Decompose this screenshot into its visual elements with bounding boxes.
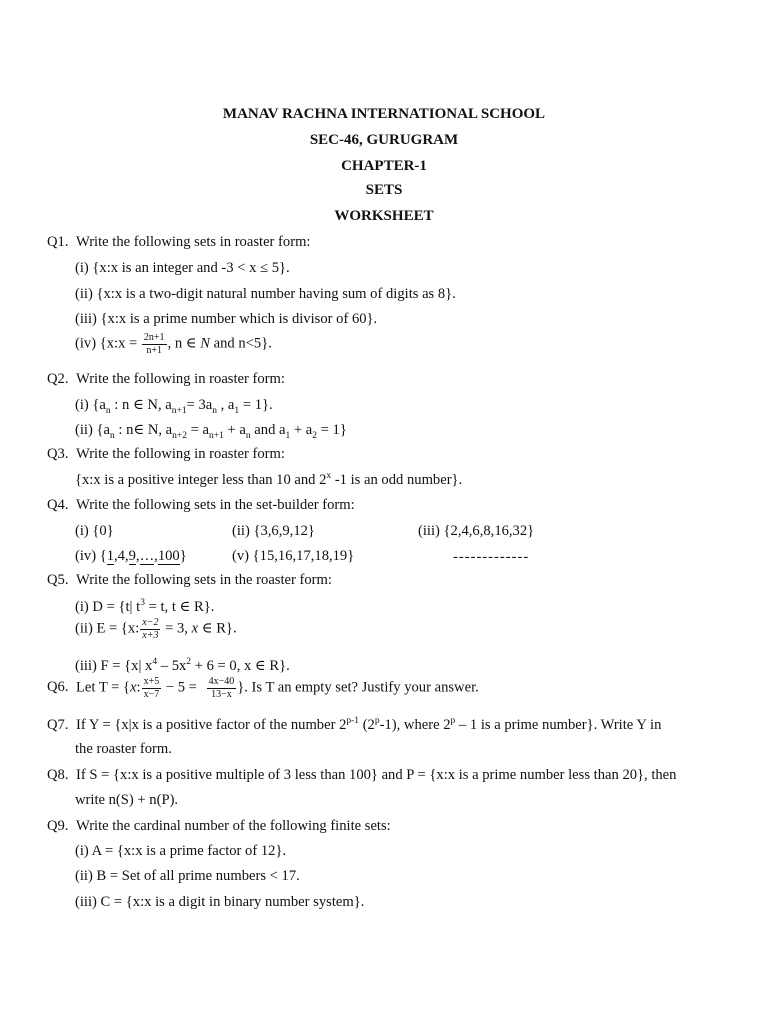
superscript: x bbox=[326, 471, 332, 481]
question-5 bbox=[47, 572, 332, 589]
underlined-term: 100 bbox=[157, 548, 180, 564]
text-run: − 5 = bbox=[165, 679, 197, 696]
text-run: (i) D = {t| t bbox=[75, 599, 141, 615]
question-number: Q3. bbox=[47, 446, 69, 462]
question-number: Q1. bbox=[47, 234, 69, 250]
superscript: 3 bbox=[140, 598, 145, 609]
question-2 bbox=[47, 371, 285, 388]
question-number: Q7. bbox=[47, 716, 69, 733]
underlined-term: 9 bbox=[128, 548, 136, 564]
q1-part-i: (i) {x:x is an integer and -3 < x ≤ 5}. bbox=[75, 260, 290, 276]
text-run: = 1} bbox=[317, 422, 347, 438]
fraction-denominator: n+1 bbox=[146, 344, 163, 356]
text-run: : bbox=[136, 679, 141, 696]
superscript: p bbox=[374, 716, 380, 726]
text-run: {x:x is a positive integer less than 10 and 2 bbox=[75, 471, 327, 488]
q3-body bbox=[75, 471, 462, 489]
superscript: p bbox=[450, 716, 456, 726]
text-run: = 3, bbox=[165, 620, 188, 637]
text-run: , bbox=[135, 548, 140, 564]
text-run: + 6 = 0, x ∈ R}. bbox=[191, 658, 290, 674]
q2-part-ii bbox=[75, 421, 347, 441]
q4-part-ii: (ii) {3,6,9,12} bbox=[232, 523, 315, 539]
text-run: } bbox=[179, 548, 187, 564]
q1-iv-natural-set: N bbox=[200, 335, 210, 352]
question-text: Write the following in roaster form: bbox=[76, 371, 285, 387]
chapter-title: CHAPTER-1 bbox=[341, 158, 427, 174]
q5-ii-fraction bbox=[140, 617, 160, 641]
question-7 bbox=[47, 716, 661, 734]
text-run: = a bbox=[187, 422, 210, 438]
q4-part-iii: (iii) {2,4,6,8,16,32} bbox=[418, 523, 535, 539]
fraction-numerator: 2n+1 bbox=[143, 332, 165, 343]
text-run: (ii) {a bbox=[75, 422, 110, 438]
subscript: n+1 bbox=[209, 430, 224, 441]
question-text: Write the following sets in the set-builder form: bbox=[76, 497, 355, 513]
text-run: + a bbox=[290, 422, 313, 438]
text-run: – 1 is a prime number}. Write Y in bbox=[455, 716, 662, 733]
q5-part-i bbox=[75, 598, 214, 616]
q6-fraction-left bbox=[142, 676, 162, 700]
question-text: Write the following sets in roaster form: bbox=[76, 234, 311, 250]
text-run: ,4, bbox=[114, 548, 129, 564]
question-4 bbox=[47, 497, 355, 514]
q4-part-iv bbox=[75, 548, 187, 565]
underlined-term: 1 bbox=[106, 548, 115, 564]
worksheet-title: WORKSHEET bbox=[334, 208, 434, 224]
fraction-denominator: x−7 bbox=[143, 688, 160, 700]
variable: x bbox=[191, 620, 199, 637]
question-1 bbox=[47, 234, 310, 251]
fraction-numerator: x+5 bbox=[143, 676, 160, 687]
q5-part-iii bbox=[75, 657, 290, 675]
q5-part-ii bbox=[75, 617, 237, 641]
question-text: Write the following in roaster form: bbox=[76, 446, 285, 462]
superscript: 4 bbox=[152, 657, 158, 668]
text-run: (ii) E = {x: bbox=[75, 620, 140, 637]
text-run: }. Is T an empty set? Justify your answer. bbox=[237, 679, 479, 696]
text-run: -1 is an odd number}. bbox=[331, 471, 463, 488]
question-number: Q4. bbox=[47, 497, 69, 513]
subscript: n bbox=[212, 405, 217, 416]
question-number: Q6. bbox=[47, 679, 69, 696]
q9-part-iii: (iii) C = {x:x is a digit in binary number system}. bbox=[75, 894, 365, 910]
subscript: n bbox=[105, 405, 111, 416]
q1-part-iii: (iii) {x:x is a prime number which is divisor of 60}. bbox=[75, 311, 378, 327]
question-8 bbox=[47, 767, 676, 784]
topic-title: SETS bbox=[365, 182, 403, 198]
school-name: MANAV RACHNA INTERNATIONAL SCHOOL bbox=[222, 106, 546, 122]
question-number: Q5. bbox=[47, 572, 69, 588]
q1-part-iv bbox=[75, 332, 272, 356]
text-run: (iv) { bbox=[75, 548, 107, 564]
q1-iv-prefix: (iv) {x:x = bbox=[75, 335, 138, 352]
text-run: ∈ R}. bbox=[201, 620, 237, 637]
text-run: If Y = {x|x is a positive factor of the number 2 bbox=[76, 716, 347, 733]
q9-part-i: (i) A = {x:x is a prime factor of 12}. bbox=[75, 843, 287, 859]
q1-iv-fraction bbox=[142, 332, 167, 356]
q1-iv-mid: , n ∈ bbox=[167, 335, 197, 352]
underlined-term: … bbox=[139, 548, 155, 564]
text-run: (iii) F = {x| x bbox=[75, 658, 153, 674]
subscript: n+1 bbox=[171, 405, 187, 416]
fraction-numerator: 4x−40 bbox=[208, 676, 235, 687]
text-run: = t, t ∈ R}. bbox=[144, 599, 215, 615]
variable: x bbox=[130, 679, 137, 696]
question-number: Q2. bbox=[47, 371, 69, 387]
fraction-numerator: x−2 bbox=[142, 617, 159, 628]
q6-fraction-right bbox=[207, 676, 237, 700]
text-run: – 5x bbox=[157, 658, 187, 674]
text-run: and a bbox=[250, 422, 286, 438]
subscript: n+2 bbox=[172, 430, 187, 441]
q4-part-i: (i) {0} bbox=[75, 523, 114, 539]
text-run: = 3a bbox=[186, 397, 213, 413]
q8-line-2: write n(S) + n(P). bbox=[75, 792, 179, 808]
q2-part-i bbox=[75, 396, 273, 416]
text-run: : n∈ N, a bbox=[114, 422, 173, 438]
text-run: Let T = { bbox=[76, 679, 131, 696]
text-run: + a bbox=[223, 422, 246, 438]
question-text: Write the cardinal number of the following finite sets: bbox=[76, 818, 391, 834]
school-address: SEC-46, GURUGRAM bbox=[309, 132, 459, 148]
question-9 bbox=[47, 818, 391, 835]
text-run: = 1}. bbox=[239, 397, 273, 413]
question-6 bbox=[47, 676, 479, 700]
subscript: n bbox=[245, 430, 251, 441]
q9-part-ii: (ii) B = Set of all prime numbers < 17. bbox=[75, 868, 300, 884]
question-number: Q9. bbox=[47, 818, 69, 834]
superscript: p-1 bbox=[346, 716, 360, 726]
superscript: 2 bbox=[186, 657, 192, 668]
fraction-denominator: x+3 bbox=[142, 629, 159, 641]
question-number: Q8. bbox=[47, 767, 69, 783]
q4-blank-line: ------------- bbox=[453, 549, 530, 565]
text-run: (2 bbox=[359, 716, 375, 733]
text-run: , a bbox=[216, 397, 235, 413]
subscript: 1 bbox=[285, 430, 291, 441]
question-text: If S = {x:x is a positive multiple of 3 less than 100} and P = {x:x is a prime number less than 20}, then bbox=[76, 767, 677, 783]
text-run: -1), where 2 bbox=[379, 716, 451, 733]
q7-line-2: the roaster form. bbox=[75, 741, 172, 757]
q1-iv-suffix: and n<5}. bbox=[213, 335, 272, 352]
question-text: Write the following sets in the roaster form: bbox=[76, 572, 332, 588]
text-run: , bbox=[154, 548, 158, 564]
text-run: (i) {a bbox=[75, 397, 106, 413]
subscript: 1 bbox=[234, 405, 240, 416]
fraction-denominator: 13−x bbox=[211, 688, 232, 700]
subscript: n bbox=[109, 430, 115, 441]
question-3 bbox=[47, 446, 285, 463]
text-run: : n ∈ N, a bbox=[110, 397, 172, 413]
subscript: 2 bbox=[312, 430, 318, 441]
q4-part-v: (v) {15,16,17,18,19} bbox=[232, 548, 355, 564]
q1-part-ii: (ii) {x:x is a two-digit natural number having sum of digits as 8}. bbox=[75, 286, 456, 302]
